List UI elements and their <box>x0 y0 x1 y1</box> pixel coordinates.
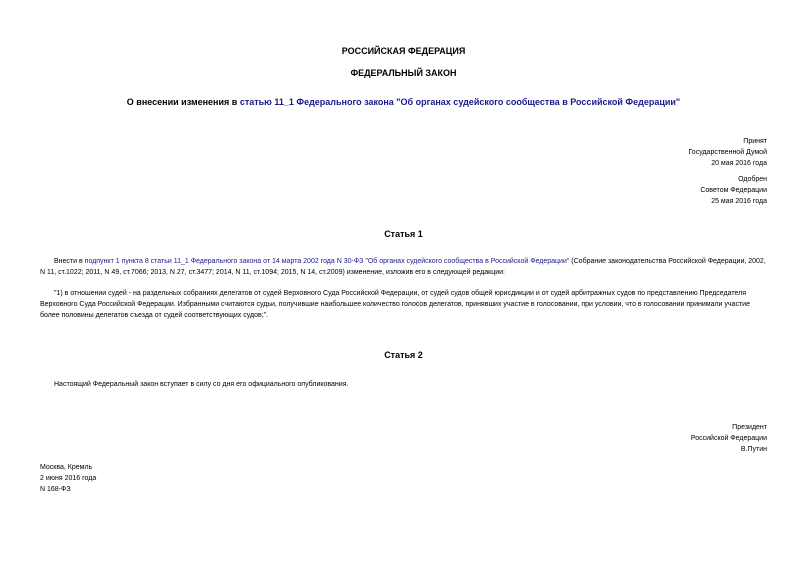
signature-name: В.Путин <box>740 446 767 453</box>
adopted-block <box>688 136 767 169</box>
document-type-heading: ФЕДЕРАЛЬНЫЙ ЗАКОН <box>350 68 457 78</box>
footer-block <box>40 462 96 495</box>
article-1-law-link[interactable]: подпункт 1 пункта 8 статьи 11_1 Федерального закона от 14 марта 2002 года N 30-ФЗ "Об органах судейского сообщества в Российской Федерации" <box>84 258 570 265</box>
signature-country: Российской Федерации <box>690 435 767 442</box>
document-title <box>0 97 807 107</box>
approved-label: Одобрен <box>738 176 767 183</box>
adopted-body: Государственной Думой <box>688 149 767 156</box>
approved-date: 25 мая 2016 года <box>711 198 767 205</box>
article-1-paragraph-1 <box>40 256 770 278</box>
signature-block <box>691 422 767 455</box>
footer-number: N 168-ФЗ <box>40 486 71 493</box>
article-1-paragraph-2: "1) в отношении судей - на раздельных собраниях делегатов от судей Верховного Суда Российской Федерации, от судей судов общей юрисдикции и от судей арбитражных судов по представлению Председателя Верховного Суда Российской Федерации. Избранными считаются судьи, получившие наибольшее количество голосов делегатов, принявших участие в голосовании, при условии, что в голосовании принимали участие более половины делегатов съезда от судей соответствующих судов;". <box>40 290 750 319</box>
footer-date: 2 июня 2016 года <box>40 475 97 482</box>
footer-place: Москва, Кремль <box>40 464 93 471</box>
article-1-heading: Статья 1 <box>384 229 423 239</box>
article-2-paragraph-1: Настоящий Федеральный закон вступает в силу со дня его официального опубликования. <box>54 381 349 388</box>
article-1-prefix: Внести в <box>54 258 85 265</box>
country-heading: РОССИЙСКАЯ ФЕДЕРАЦИЯ <box>341 46 466 56</box>
approved-body: Советом Федерации <box>700 187 767 194</box>
title-prefix: О внесении изменения в <box>126 97 240 107</box>
signature-title: Президент <box>732 424 767 431</box>
title-link[interactable]: статью 11_1 Федерального закона "Об органах судейского сообщества в Российской Федерации" <box>239 97 681 107</box>
article-1-suffix: (Собрание законодательства Российской Федерации, 2002, N 11, ст.1022; 2011, N 49, ст.7066; 2013, N 27, ст.3477; 2014, N 11, ст.1094; 2015, N 14, ст.2009) изменение, изложив его в следующей редакции: <box>40 258 766 276</box>
adopted-label: Принят <box>743 138 767 145</box>
approved-block <box>700 174 767 207</box>
adopted-date: 20 мая 2016 года <box>711 160 767 167</box>
article-2-heading: Статья 2 <box>384 350 423 360</box>
